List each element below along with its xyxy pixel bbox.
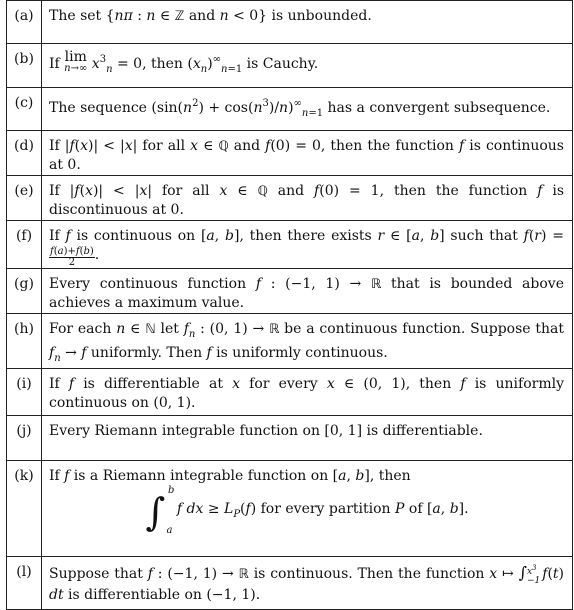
statement-row bbox=[7, 461, 573, 557]
statement-text: If |f(x)| < |x| for all x ∈ ℚ and f(0) = 0, then the function f is continuous at 0. bbox=[42, 131, 573, 176]
statement-text: Suppose that f : (−1, 1) → ℝ is continuous. Then the function x ↦ ∫ $x^3$ −1 f(t) dt is differentiable on (−1, 1). bbox=[42, 557, 573, 610]
statement-text: The sequence $(\sin(n^2) + \cos(n^3)/n)^\infty_{n=1}$ has a convergent subsequence. bbox=[42, 88, 573, 131]
statement-text: For each n ∈ ℕ let $f_n$ : (0, 1) → ℝ be a continuous function. Suppose that $f_n \to f$ uniformly. Then f is uniformly continuous. bbox=[42, 314, 573, 369]
statement-label: (d) bbox=[7, 131, 42, 176]
statement-label: (b) bbox=[7, 44, 42, 88]
statement-text: If lim n→∞ $x^3_n = 0$, then $(x_n)^\infty_{n=1}$ is Cauchy. bbox=[42, 44, 573, 88]
statement-label: (k) bbox=[7, 461, 42, 557]
statement-label: (j) bbox=[7, 416, 42, 461]
statement-row bbox=[7, 44, 573, 88]
statements-table bbox=[6, 0, 573, 610]
statement-row bbox=[7, 314, 573, 369]
statement-text: The set {nπ : n ∈ ℤ and n < 0} is unbounded. bbox=[42, 1, 573, 44]
statement-row bbox=[7, 269, 573, 314]
statement-label: (g) bbox=[7, 269, 42, 314]
statement-row bbox=[7, 1, 573, 44]
statement-row bbox=[7, 221, 573, 269]
statement-text: If f is a Riemann integrable function on [a, b], then ∫ b a f dx ≥ $L_P(f)$ for every partition P of [a, b]. bbox=[42, 461, 573, 557]
statement-label: (a) bbox=[7, 1, 42, 44]
statement-label: (i) bbox=[7, 369, 42, 416]
statement-row bbox=[7, 88, 573, 131]
statement-label: (l) bbox=[7, 557, 42, 610]
statement-row bbox=[7, 416, 573, 461]
statement-text: If |f(x)| < |x| for all x ∈ ℚ and f(0) = 1, then the function f is discontinuous at 0. bbox=[42, 176, 573, 221]
statement-label: (f) bbox=[7, 221, 42, 269]
statement-label: (h) bbox=[7, 314, 42, 369]
integral-inequality: ∫ b a f dx ≥ $L_P(f)$ for every partition P of [a, b]. bbox=[145, 485, 469, 536]
statement-row bbox=[7, 557, 573, 610]
statement-text: If f is differentiable at x for every x ∈ (0, 1), then f is uniformly continuous on (0, 1). bbox=[42, 369, 573, 416]
statement-text: Every continuous function f : (−1, 1) → ℝ that is bounded above achieves a maximum value. bbox=[42, 269, 573, 314]
statement-text: Every Riemann integrable function on [0, 1] is differentiable. bbox=[42, 416, 573, 461]
statement-row bbox=[7, 131, 573, 176]
integral-sign: ∫ b a bbox=[145, 485, 175, 536]
statement-label: (e) bbox=[7, 176, 42, 221]
statement-row bbox=[7, 369, 573, 416]
statement-label: (c) bbox=[7, 88, 42, 131]
statement-text: If f is continuous on [a, b], then there exists r ∈ [a, b] such that f(r) = $\frac{f(a)+f(b)}{2}$ . bbox=[42, 221, 573, 269]
statement-row bbox=[7, 176, 573, 221]
true-false-statements-sheet bbox=[6, 0, 573, 603]
